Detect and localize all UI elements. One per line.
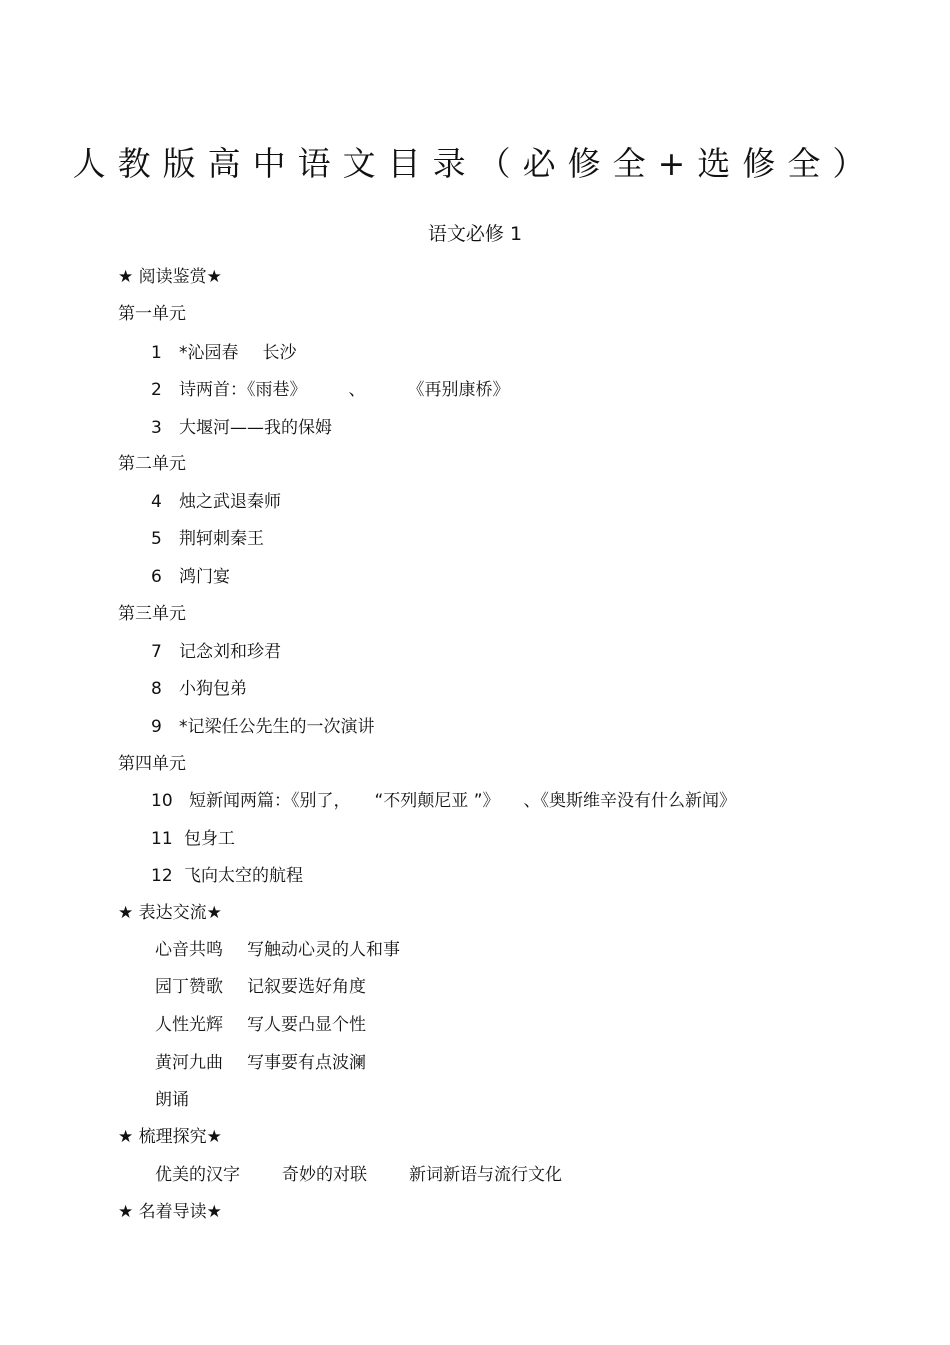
- expression-topic: 人性光辉: [155, 1015, 223, 1035]
- lesson-title: *沁园春: [179, 343, 239, 363]
- lesson-item: [151, 640, 281, 664]
- sorting-item: 优美的汉字: [155, 1165, 240, 1185]
- lesson-item: [151, 416, 332, 440]
- lesson-number: 10: [151, 791, 173, 811]
- expression-task: 写人要凸显个性: [247, 1015, 366, 1035]
- lesson-number: 8: [151, 679, 162, 699]
- book-subtitle: 语文必修 1: [427, 223, 523, 245]
- sorting-item: 奇妙的对联: [282, 1165, 367, 1185]
- lesson-title: 诗两首：《雨巷》: [179, 380, 307, 400]
- lesson-number: 7: [151, 642, 162, 662]
- lesson-item: [151, 715, 375, 739]
- sorting-item: 新词新语与流行文化: [409, 1165, 562, 1185]
- unit-heading-2: 第二单元: [118, 454, 186, 474]
- expression-topic: 园丁赞歌: [155, 977, 223, 997]
- lesson-item: [151, 341, 297, 365]
- lesson-title: *记梁任公先生的一次演讲: [179, 717, 375, 737]
- lesson-item: [151, 565, 230, 589]
- lesson-title: 包身工: [184, 829, 235, 849]
- lesson-item: [151, 490, 281, 514]
- expression-task: 写事要有点波澜: [247, 1053, 366, 1073]
- lesson-title: 记念刘和珍君: [179, 642, 281, 662]
- expression-item: [155, 975, 366, 999]
- unit-heading-3: 第三单元: [118, 604, 186, 624]
- lesson-number: 6: [151, 567, 162, 587]
- lesson-extra: 《再别康桥》: [407, 380, 510, 400]
- unit-heading-1: 第一单元: [118, 304, 186, 324]
- expression-topic: 黄河九曲: [155, 1053, 223, 1073]
- lesson-item: [151, 864, 303, 888]
- expression-item: [155, 1051, 366, 1075]
- lesson-separator: 、: [523, 791, 541, 811]
- lesson-number: 5: [151, 529, 162, 549]
- lesson-title: 小狗包弟: [179, 679, 247, 699]
- lesson-item: [151, 378, 510, 402]
- expression-item: [155, 1013, 366, 1037]
- section-classics-heading: ★ 名着导读★: [118, 1202, 222, 1222]
- section-expression-heading: ★ 表达交流★: [118, 903, 222, 923]
- unit-heading-4: 第四单元: [118, 754, 186, 774]
- lesson-title: 大堰河——我的保姆: [179, 418, 332, 438]
- page-title: 人教版高中语文目录（必修全+选修全）: [72, 144, 878, 183]
- lesson-number: 4: [151, 492, 162, 512]
- lesson-item: [151, 677, 247, 701]
- lesson-extra-2: 《奥斯维辛没有什么新闻》: [540, 791, 737, 811]
- sorting-items: [155, 1163, 562, 1187]
- lesson-separator: 、: [348, 380, 366, 400]
- expression-topic: 朗诵: [155, 1090, 189, 1110]
- lesson-title: 荆轲刺秦王: [179, 529, 264, 549]
- lesson-item: [151, 527, 264, 551]
- section-reading-heading: ★ 阅读鉴赏★: [118, 267, 222, 287]
- expression-item: [155, 938, 400, 962]
- lesson-title: 短新闻两篇：《别了，: [189, 791, 351, 811]
- lesson-extra: 长沙: [262, 343, 297, 363]
- lesson-title: 鸿门宴: [179, 567, 230, 587]
- expression-task: 记叙要选好角度: [247, 977, 366, 997]
- expression-task: 写触动心灵的人和事: [247, 940, 400, 960]
- lesson-number: 2: [151, 380, 162, 400]
- lesson-extra: “不列颠尼亚 ”》: [374, 791, 500, 811]
- lesson-title: 飞向太空的航程: [184, 866, 303, 886]
- lesson-number: 11: [151, 829, 173, 849]
- lesson-number: 1: [151, 343, 162, 363]
- expression-item: [155, 1088, 189, 1112]
- lesson-item: [151, 827, 235, 851]
- lesson-number: 9: [151, 717, 162, 737]
- lesson-title: 烛之武退秦师: [179, 492, 281, 512]
- expression-topic: 心音共鸣: [155, 940, 223, 960]
- lesson-number: 3: [151, 418, 162, 438]
- lesson-number: 12: [151, 866, 173, 886]
- lesson-item: [151, 789, 736, 813]
- section-sorting-heading: ★ 梳理探究★: [118, 1127, 222, 1147]
